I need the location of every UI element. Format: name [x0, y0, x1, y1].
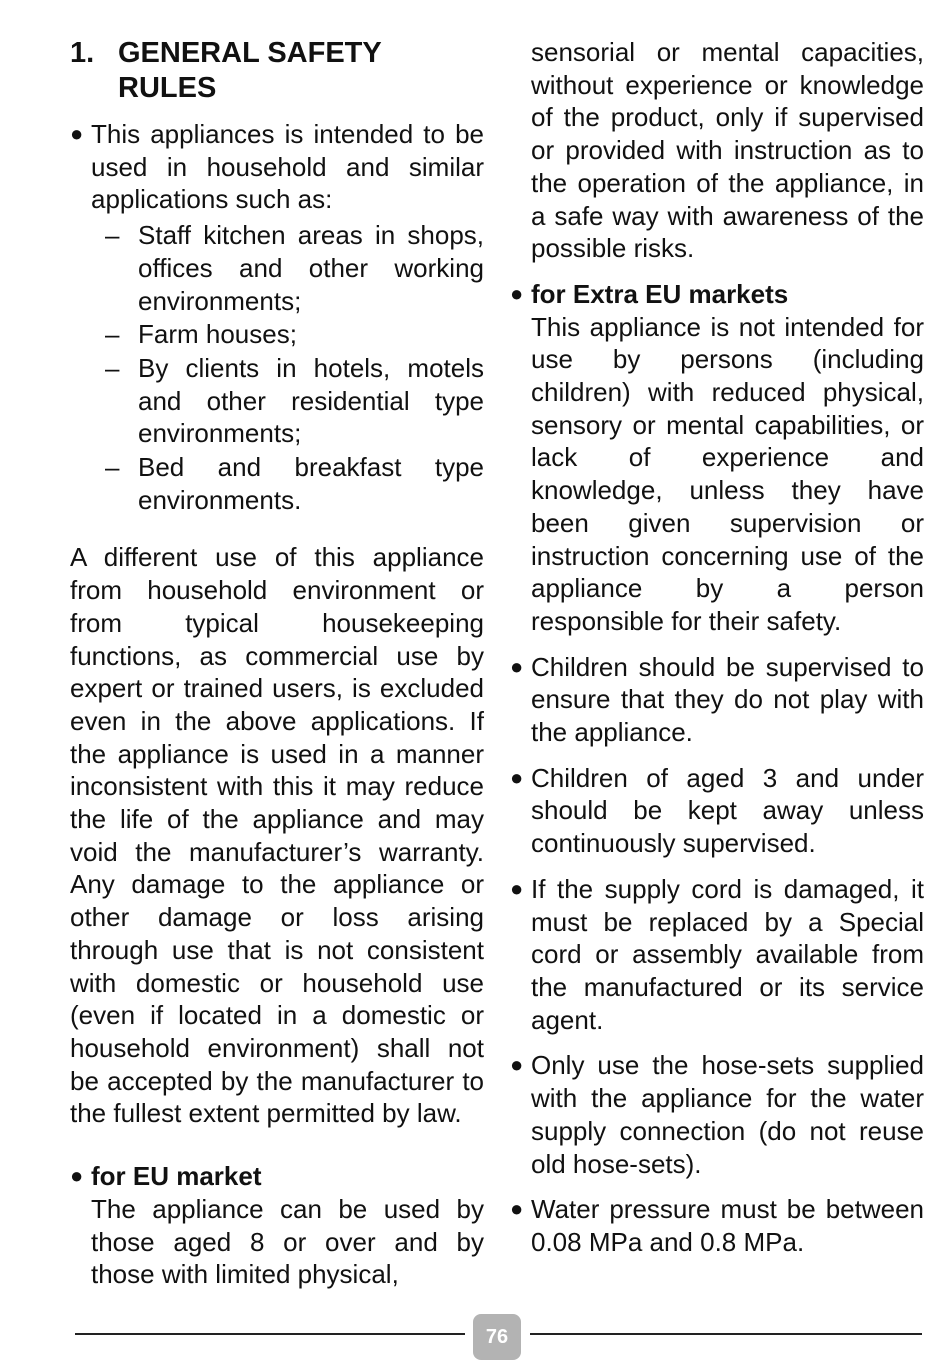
- bullet-icon: ●: [510, 875, 524, 901]
- bullet-supply-cord: [510, 873, 924, 1037]
- eu-market-bullet: [70, 1160, 484, 1291]
- footer-rule-right: [530, 1333, 922, 1335]
- eu-market-heading: for EU market: [91, 1161, 262, 1192]
- intro-bullet: [70, 118, 484, 517]
- right-column: [510, 36, 924, 1259]
- bullet-icon: ●: [510, 1196, 524, 1222]
- dash-list: [91, 219, 484, 516]
- section-number: 1.: [70, 37, 95, 69]
- usage-paragraph: A different use of this appliance from household environment or from typical housekeeping functions, as commercial use by expert or trained users, is excluded even in the above applications. If the appliance is used in a manner inconsistent with this it may reduce the life of the appliance and may void the manufacturer’s warranty. Any damage to the appliance or other damage or loss arising through use that is not consistent with domestic or household use (even if located in a domestic or household environment) shall not be accepted by the manufacturer to the fullest extent permitted by law.: [70, 542, 484, 1129]
- bullet-text: If the supply cord is damaged, it must be replaced by a Special cord or assembly available from the manufactured or its service agent.: [531, 873, 924, 1035]
- page-number-badge: 76: [473, 1314, 521, 1360]
- dash-item: – Staff kitchen areas in shops, offices and other working environments;: [91, 219, 484, 317]
- section-title: [118, 36, 382, 106]
- bullet-children-supervised: [510, 651, 924, 749]
- extra-eu-heading: for Extra EU markets: [531, 278, 789, 309]
- dash-icon: –: [105, 319, 120, 350]
- extra-eu-bullet: [510, 278, 924, 638]
- bullet-text: Children of aged 3 and under should be kept away unless continuously supervised.: [531, 762, 924, 859]
- bullet-icon: ●: [70, 121, 84, 146]
- bullet-text: Water pressure must be between 0.08 MPa and 0.8 MPa.: [531, 1194, 924, 1257]
- bullet-icon: ●: [70, 1163, 84, 1189]
- dash-item: – By clients in hotels, motels and other residential type environments;: [91, 352, 484, 450]
- bullet-hose-sets: [510, 1049, 924, 1180]
- footer-rule-left: [75, 1333, 465, 1335]
- section-heading: [70, 36, 484, 106]
- bullet-text: Only use the hose-sets supplied with the appliance for the water supply connection (do not reuse old hose-sets).: [531, 1050, 924, 1179]
- bullet-text: Children should be supervised to ensure that they do not play with the appliance.: [531, 651, 924, 748]
- eu-continuation-block: [510, 36, 924, 265]
- dash-icon: –: [105, 352, 120, 383]
- intro-text: This appliances is intended to be used in household and similar applications such as:: [91, 119, 484, 215]
- dash-icon: –: [105, 220, 120, 251]
- bullet-icon: ●: [510, 1052, 524, 1078]
- extra-eu-text: This appliance is not intended for use by persons (including children) with reduced physical, sensory or mental capabilities, or lack of experience and knowledge, unless they have been given supervision or instruction concerning use of the appliance by a person responsible for their safety.: [531, 311, 924, 636]
- bullet-icon: ●: [510, 653, 524, 679]
- eu-market-text: The appliance can be used by those aged 8 or over and by those with limited physical,: [91, 1193, 484, 1290]
- dash-item: – Farm houses;: [91, 318, 484, 351]
- section-title-line1: GENERAL SAFETY: [118, 37, 382, 69]
- bullet-water-pressure: [510, 1193, 924, 1258]
- section-title-line2: RULES: [118, 72, 217, 104]
- left-column: [70, 36, 484, 1291]
- dash-icon: –: [105, 452, 120, 483]
- bullet-children-aged-3: [510, 762, 924, 860]
- bullet-icon: ●: [510, 764, 524, 790]
- dash-item: – Bed and breakfast type environments.: [91, 451, 484, 516]
- eu-market-continuation: sensorial or mental capacities, without experience or knowledge of the product, only if supervised or provided with instruction as to the operation of the appliance, in a safe way with awareness of the possible risks.: [531, 37, 924, 264]
- bullet-icon: ●: [510, 280, 524, 306]
